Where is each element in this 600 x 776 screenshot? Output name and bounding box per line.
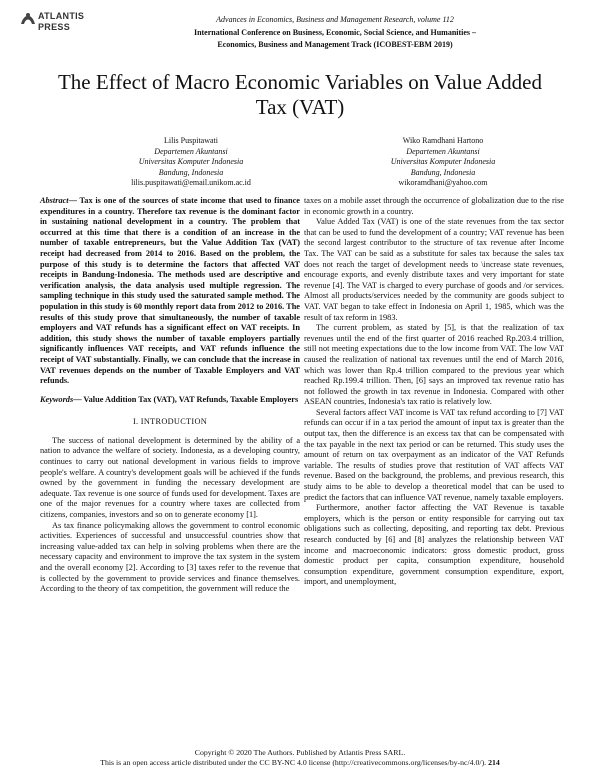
copyright-notice: Copyright © 2020 The Authors. Published by Atlantis Press SARL. [194, 748, 406, 757]
right-column [304, 196, 564, 588]
abstract-label: Abstract [40, 196, 69, 205]
author-block-1 [81, 136, 301, 189]
body-paragraph: Value Added Tax (VAT) is one of the state revenues from the tax sector that can be used to fund the development of a country; VAT revenue has been the second largest contributor to the structure of tax revenue after Income Tax. The VAT can be said as a substitute for sales tax because the sales tax does not reach the target of development needs to \increase state revenues, encourage exports, and evenly distribute taxes and very important for state revenue [4]. The VAT is charged to every purchase of goods and /or services. Almost all products/services needed by the community are goods subject to VAT. VAT began to take effect in Indonesia on April 1, 1985, which was the result of tax reform in 1983. [304, 217, 564, 322]
paper-title: The Effect of Macro Economic Variables on Value Added Tax (VAT) [57, 70, 542, 119]
author-city: Bandung, Indonesia [410, 167, 476, 177]
page-footer [40, 748, 560, 768]
publisher-logo [20, 8, 100, 42]
page-number: 214 [488, 758, 500, 767]
author-city: Bandung, Indonesia [158, 167, 224, 177]
license-text: This is an open access article distributed under the CC BY-NC 4.0 license (http://creativecommons.org/licenses/by-nc/4.0/). [100, 758, 487, 767]
body-paragraph: The current problem, as stated by [5], is that the realization of tax revenues until the end of the first quarter of 2016 reached Rp.203.4 trillion, still not meeting expectations due to the low income from VAT. The low VAT caused the realization of national tax revenues until the end of March 2016, which was lower than Rp.4 trillion compared to the previous year which reached Rp.199.4 trillion. Then, [6] says an improved tax revenue ratio has not followed the growth in tax revenue in Indonesia. Compared with other ASEAN countries, Indonesia's tax ratio is relatively low. [304, 323, 564, 407]
abstract-text: — Tax is one of the sources of state income that used to finance expenditures in a country. Therefore tax revenue is the dominant factor in sustaining national development in a country. The problem that occurred at this time that there is a condition of an increase in the number of taxable entrepreneurs, but the Value Addition Tax (VAT) receipt had decreased from 2014 to 2016. Based on the problem, the purpose of this study is to determine the factors that affected VAT receipts in Bandung-Indonesia. The methods used are descriptive and verification analysis, the data analysis used multiple regression. The sampling technique in this study used the saturated sample method. The population in this study is 60 monthly report data from 2012 to 2016. The results of this study prove that simultaneously, the number of taxable employers and VAT refunds has a significant effect on VAT receipts. In addition, this study shows the number of taxable employers partially significantly influences VAT receipts, and VAT refunds influence the receipt of VAT substantially. Finally, we can conclude that the increase in VAT revenues depends on the number of Taxable Employers and VAT refunds. [40, 196, 300, 386]
author-department: Departemen Akuntansi [406, 146, 480, 156]
publisher-line1: ATLANTIS [38, 11, 85, 21]
author-email: lilis.puspitawati@email.unikom.ac.id [131, 178, 251, 188]
author-university: Universitas Komputer Indonesia [390, 157, 496, 167]
left-column [40, 196, 300, 595]
author-name: Lilis Puspitawati [164, 136, 218, 145]
publisher-line2: PRESS [38, 22, 71, 32]
author-department: Departemen Akuntansi [154, 146, 228, 156]
author-block-2 [333, 136, 553, 189]
body-paragraph: As tax finance policymaking allows the government to control economic activities. Experiences of successful and unsuccessful countries show that increasing value-added tax can help in solving problems when there are the necessary capacity and environment to improve the tax system in the system and the overall economy [2]. According to [3] taxes refer to the revenue that is collected by the government to provide services and finance themselves. According to the theory of tax competition, the government will reduce the [40, 520, 300, 594]
author-email: wikoramdhani@yahoo.com [398, 178, 488, 188]
license-line [40, 758, 560, 768]
keywords-text: — Value Addition Tax (VAT), VAT Refunds, Taxable Employers [73, 394, 299, 404]
conference-line-2: Economics, Business and Management Track (ICOBEST-EBM 2019) [217, 40, 453, 49]
body-paragraph: taxes on a mobile asset through the occurrence of globalization due to the rise in economic growth in a country. [304, 196, 564, 216]
journal-series: Advances in Economics, Business and Management Research, volume 112 [216, 15, 454, 24]
keywords [40, 395, 300, 406]
author-university: Universitas Komputer Indonesia [138, 157, 244, 167]
keywords-label: Keywords [40, 394, 74, 404]
atlantis-logo-icon [20, 10, 36, 26]
body-paragraph: Several factors affect VAT income is VAT tax refund according to [7] VAT refunds can occur if in a tax period the amount of input tax is greater than the output tax, then the difference is an excess tax that can be compensated with the tax payable in the next tax period or can be returned. This study uses the amount of return on tax overpayment as an indicator of the VAT Refunds variable. The results of studies prove that restitution of VAT affects VAT revenue. Based on the background, the problems, and previous research, this study aims to be able to develop a theoretical model that can be used to predict the factors that can influence VAT revenue, namely taxable employers. [304, 407, 564, 502]
conference-line-1: International Conference on Business, Economic, Social Science, and Humanities – [193, 28, 477, 37]
body-paragraph: Furthermore, another factor affecting the VAT Revenue is taxable employers, which is the person or entity responsible for carrying out tax obligations such as collecting, depositing, and reporting tax debt. Previous research conducted by [6] and [8] analyzes the relationship between VAT income and macroeconomic indicators: gross domestic product, gross domestic product per capita, consumption expenditure, household consumption expenditure, government consumption expenditure, export, import, and unemployment, [304, 503, 564, 587]
author-name: Wiko Ramdhani Hartono [402, 136, 484, 145]
body-paragraph: The success of national development is determined by the ability of a nation to advance the welfare of society. Indonesia, as a developing country, continues to carry out national development in various fields to improve people's welfare. A country's development goals will be achieved if the funds owned by the government in funding the necessary development are adequate. Tax revenue is one source of funds used for development. Taxes are one of the major revenues for a country where taxes are collected from citizens, companies, investors and so on to generate economy [1]. [40, 435, 300, 520]
section-heading-introduction: I. INTRODUCTION [132, 417, 208, 427]
publisher-name [38, 11, 84, 33]
abstract [40, 196, 300, 387]
